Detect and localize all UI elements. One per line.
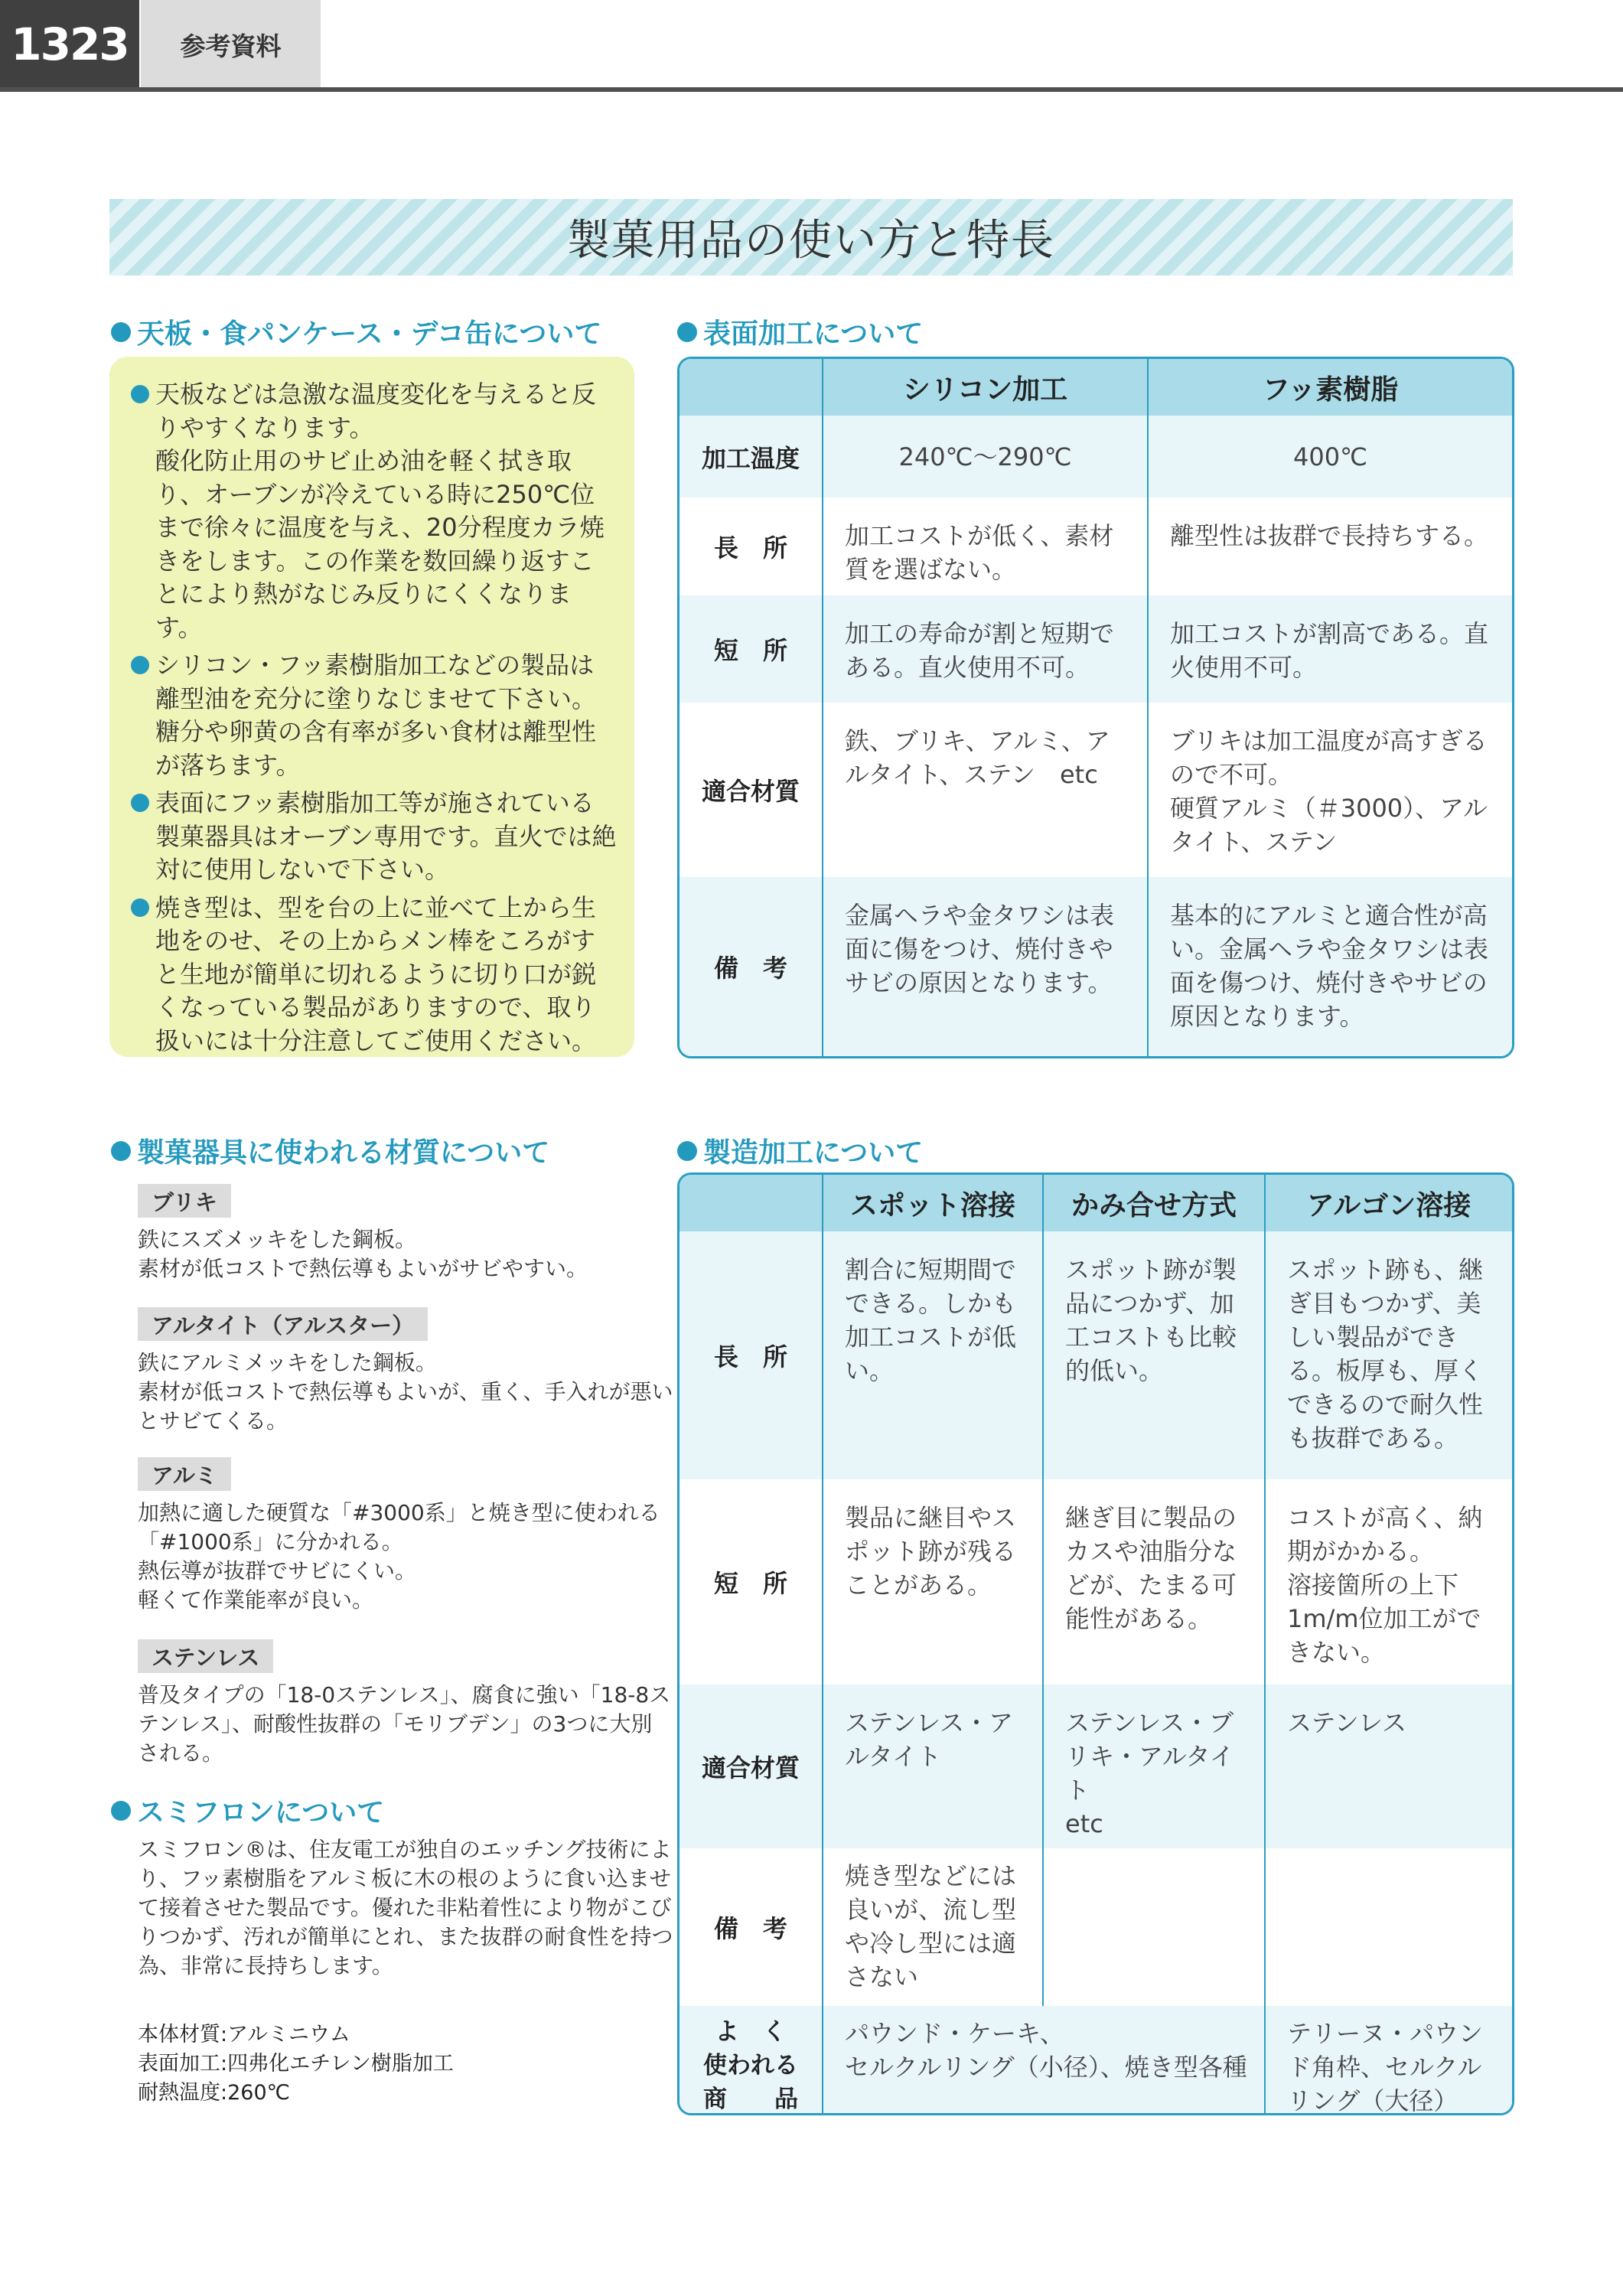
tenban-item [131, 649, 618, 782]
tenban-heading [111, 312, 601, 351]
spec-line: 本体材質:アルミニウム [138, 2023, 350, 2047]
surface-table [677, 357, 1514, 1058]
bullet-dot-icon [131, 656, 149, 674]
tenban-item-text: シリコン・フッ素樹脂加工などの製品は離型油を充分に塗りなじませて下さい。 糖分や卵黄の含有率が多い食材は離型性が落ちます。 [155, 651, 597, 780]
page-number: 1323 [0, 0, 139, 89]
header-rule [0, 87, 1623, 92]
table-cell: 鉄、ブリキ、アルミ、アルタイト、ステン etc [823, 703, 1148, 877]
manufacturing-heading-text: 製造加工について [703, 1137, 924, 1169]
material-tag: ステンレス [138, 1639, 273, 1673]
manufacturing-table [677, 1172, 1514, 2115]
table-cell: 基本的にアルミと適合性が高い。金属ヘラや金タワシは表面を傷つけ、焼付きやサビの原因となります。 [1148, 877, 1512, 1056]
spec-line: 耐熱温度:260℃ [138, 2081, 290, 2105]
surface-heading [677, 312, 923, 351]
row-label: 適合材質 [680, 703, 823, 877]
section-label: 参考資料 [141, 0, 321, 89]
sumiflon-specs [138, 2020, 454, 2108]
table-cell: 継ぎ目に製品のカスや油脂分などが、たまる可能性がある。 [1043, 1479, 1265, 1684]
material-desc: 鉄にアルミメッキをした鋼板。 素材が低コストで熱伝導もよいが、重く、手入れが悪いとサビてくる。 [138, 1350, 673, 1433]
table-row [680, 703, 1512, 877]
table-row [680, 416, 1512, 497]
sumiflon-heading [111, 1791, 384, 1830]
sumiflon-desc: スミフロン®は、住友電工が独自のエッチング技術により、フッ素樹脂をアルミ板に木の根のように食い込ませて接着させた製品です。優れた非粘着性により物がこびりつかず、汚れが簡単にとれ、また抜群の耐食性を持つ為、非常に長持ちします。 [138, 1837, 673, 1978]
table-cell: 金属ヘラや金タワシは表面に傷をつけ、焼付きやサビの原因となります。 [823, 877, 1148, 1056]
manufacturing-heading [677, 1131, 923, 1170]
table-cell: ブリキは加工温度が高すぎるので不可。 硬質アルミ（＃3000）、アルタイト、ステン [1148, 703, 1512, 877]
column-header: アルゴン溶接 [1265, 1175, 1512, 1231]
table-corner [680, 359, 823, 416]
tenban-heading-text: 天板・食パンケース・デコ缶について [137, 318, 602, 350]
table-cell: テリーヌ・パウンド角枠、セルクルリング（大径） [1265, 2006, 1512, 2115]
material-desc: 鉄にスズメッキをした鋼板。 素材が低コストで熱伝導もよいがサビやすい。 [138, 1227, 588, 1281]
page-title-banner [109, 199, 1513, 276]
table-cell: ステンレス・ブリキ・アルタイト etc [1043, 1684, 1265, 1848]
tenban-item-text: 天板などは急激な温度変化を与えると反りやすくなります。 酸化防止用のサビ止め油を軽く拭き取り、オーブンが冷えている時に250℃位まで徐々に温度を与え、20分程度カラ焼きをします。この作業を数回繰り返すことにより熱がなじみ反りにくくなります。 [155, 380, 605, 642]
page-title: 製菓用品の使い方と特長 [567, 216, 1055, 266]
table-cell: 400℃ [1148, 416, 1512, 497]
table-row [680, 877, 1512, 1056]
bullet-dot-icon [131, 899, 149, 917]
table-row [680, 1231, 1512, 1479]
table-row [680, 2006, 1512, 2115]
table-cell: 加工コストが割高である。直火使用不可。 [1148, 595, 1512, 703]
material-tag: ブリキ [138, 1184, 231, 1218]
table-cell: 割合に短期間でできる。しかも加工コストが低い。 [823, 1231, 1043, 1479]
row-label: 備 考 [680, 877, 823, 1056]
bullet-dot-icon [677, 322, 697, 342]
row-label: 加工温度 [680, 416, 823, 497]
table-header-row [680, 359, 1512, 416]
table-row [680, 1684, 1512, 1848]
bullet-dot-icon [677, 1141, 697, 1161]
sumiflon-heading-text: スミフロンについて [137, 1797, 385, 1828]
table-cell: スポット跡が製品につかず、加工コストも比較的低い。 [1043, 1231, 1265, 1479]
table-cell: 加工の寿命が割と短期である。直火使用不可。 [823, 595, 1148, 703]
row-label: よ く 使われる 商 品 [680, 2006, 823, 2115]
tenban-item [131, 378, 618, 644]
table-corner [680, 1175, 823, 1231]
surface-heading-text: 表面加工について [703, 318, 924, 350]
table-cell [1043, 1848, 1265, 2006]
material-tag: アルミ [138, 1457, 231, 1491]
bullet-dot-icon [111, 1801, 131, 1821]
material-desc: 普及タイプの「18-0ステンレス」、腐食に強い「18-8ステンレス」、耐酸性抜群の「モリブデン」の3つに大別される。 [138, 1682, 671, 1766]
table-header-row [680, 1175, 1512, 1231]
table-cell: スポット跡も、継ぎ目もつかず、美しい製品ができる。板厚も、厚くできるので耐久性も抜群である。 [1265, 1231, 1512, 1479]
tenban-item-text: 焼き型は、型を台の上に並べて上から生地をのせ、その上からメン棒をころがすと生地が簡単に切れるように切り口が鋭くなっている製品がありますので、取り扱いには十分注意してご使用ください。 [155, 892, 597, 1055]
material-desc: 加熱に適した硬質な「#3000系」と焼き型に使われる「#1000系」に分かれる。 熱伝導が抜群でサビにくい。 軽くて作業能率が良い。 [138, 1500, 660, 1613]
materials-heading-text: 製菓器具に使われる材質について [137, 1137, 550, 1169]
tenban-item [131, 892, 618, 1058]
bullet-dot-icon [131, 794, 149, 812]
row-label: 短 所 [680, 1479, 823, 1684]
row-label: 短 所 [680, 595, 823, 703]
bullet-dot-icon [131, 385, 149, 403]
bullet-dot-icon [111, 1141, 131, 1161]
tenban-item [131, 787, 618, 887]
table-cell: 製品に継目やスポット跡が残ることがある。 [823, 1479, 1043, 1684]
materials-heading [111, 1131, 549, 1170]
column-header: シリコン加工 [823, 359, 1148, 416]
column-header: スポット溶接 [823, 1175, 1043, 1231]
column-header: フッ素樹脂 [1148, 359, 1512, 416]
table-cell: コストが高く、納期がかかる。 溶接箇所の上下1m/m位加工ができない。 [1265, 1479, 1512, 1684]
table-row [680, 595, 1512, 703]
table-row [680, 497, 1512, 595]
row-label: 長 所 [680, 497, 823, 595]
table-cell: ステンレス・アルタイト [823, 1684, 1043, 1848]
bullet-dot-icon [111, 322, 131, 342]
row-label: 適合材質 [680, 1684, 823, 1848]
material-tag: アルタイト（アルスター） [138, 1307, 428, 1341]
table-cell [1265, 1848, 1512, 2006]
column-header: かみ合せ方式 [1043, 1175, 1265, 1231]
table-cell: 焼き型などには良いが、流し型や冷し型には適さない [823, 1848, 1043, 2006]
tenban-notes-box [109, 357, 634, 1057]
table-cell: 240℃～290℃ [823, 416, 1148, 497]
row-label: 長 所 [680, 1231, 823, 1479]
tenban-item-text: 表面にフッ素樹脂加工等が施されている製菓器具はオーブン専用です。直火では絶対に使用しないで下さい。 [155, 788, 617, 884]
spec-line: 表面加工:四弗化エチレン樹脂加工 [138, 2052, 454, 2076]
table-cell: ステンレス [1265, 1684, 1512, 1848]
table-row [680, 1479, 1512, 1684]
table-cell: パウンド・ケーキ、 セルクルリング（小径）、焼き型各種 [823, 2006, 1265, 2115]
table-row [680, 1848, 1512, 2006]
table-cell: 離型性は抜群で長持ちする。 [1148, 497, 1512, 595]
row-label: 備 考 [680, 1848, 823, 2006]
table-cell: 加工コストが低く、素材質を選ばない。 [823, 497, 1148, 595]
